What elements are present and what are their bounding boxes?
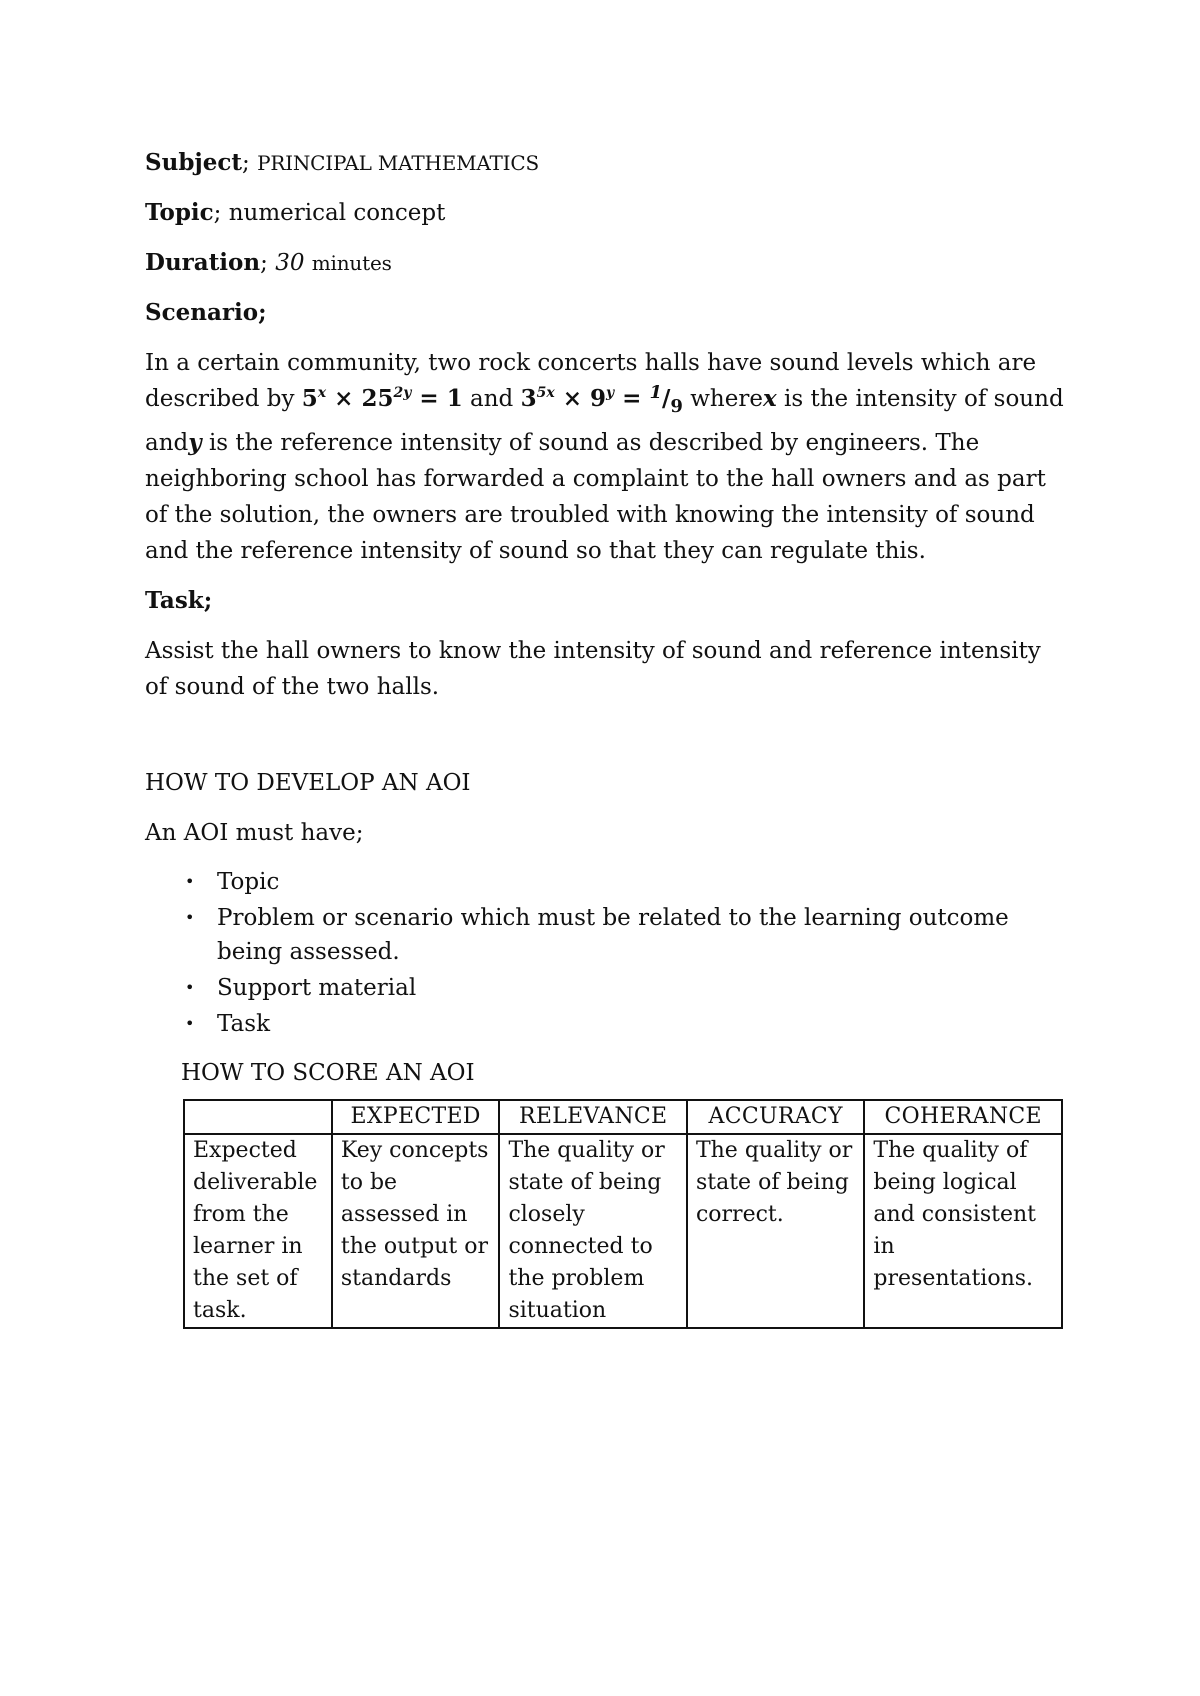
topic-line: Topic; numerical concept xyxy=(145,199,446,226)
document-page xyxy=(145,145,1065,1329)
header-cell-blank xyxy=(184,1100,332,1134)
must-have-line: An AOI must have; xyxy=(145,820,364,846)
list-item: • Task xyxy=(145,1007,1065,1041)
scenario-heading: Scenario; xyxy=(145,299,267,326)
develop-aoi-heading: HOW TO DEVELOP AN AOI xyxy=(145,770,471,796)
table-cell: Expected deliverable from the learner in the set of task. xyxy=(184,1134,332,1328)
equation-1: $5^x \times 25^{2y} = 1$ xyxy=(301,385,463,412)
subject-line: Subject; PRINCIPAL MATHEMATICS xyxy=(145,149,539,176)
scenario-text: In a certain community, two rock concerts halls have sound levels which are described by $5^x \times 25^{2y} = 1$ and $3^{5x} \times 9^y = ^1/_9$ wherex is the intensity of sound andy is the reference intensity of sound as described by engineers. The neighboring school has forwarded a complaint to the hall owners and as part of the solution, the owners are troubled with knowing the intensity of sound and the reference intensity of sound so that they can regulate this. xyxy=(145,350,1064,564)
table-cell: Key concepts to be assessed in the output or standards xyxy=(332,1134,500,1328)
topic-label: Topic xyxy=(145,199,214,226)
list-item: • Topic xyxy=(145,865,1065,899)
bullet-icon: • xyxy=(185,1014,195,1033)
table-row xyxy=(184,1134,1062,1328)
duration-label: Duration xyxy=(145,249,261,276)
table-cell: The quality of being logical and consistent in presentations. xyxy=(864,1134,1062,1328)
header-cell-expected: EXPECTED xyxy=(332,1100,500,1134)
subject-value: PRINCIPAL MATHEMATICS xyxy=(257,151,539,175)
table-header-row xyxy=(184,1100,1062,1134)
header-cell-coherance: COHERANCE xyxy=(864,1100,1062,1134)
score-aoi-heading: HOW TO SCORE AN AOI xyxy=(181,1060,475,1086)
header-cell-relevance: RELEVANCE xyxy=(499,1100,687,1134)
header-cell-accuracy: ACCURACY xyxy=(687,1100,864,1134)
scoring-rubric-table xyxy=(183,1099,1063,1329)
duration-unit: minutes xyxy=(311,251,392,275)
subject-label: Subject xyxy=(145,149,242,176)
table-cell: The quality or state of being correct. xyxy=(687,1134,864,1328)
task-heading: Task; xyxy=(145,587,213,614)
bullet-icon: • xyxy=(185,872,195,891)
topic-value: numerical concept xyxy=(228,200,446,226)
bullet-icon: • xyxy=(185,978,195,997)
duration-line: Duration; 30 minutes xyxy=(145,249,392,276)
duration-number: 30 xyxy=(275,250,305,276)
table-cell: The quality or state of being closely connected to the problem situation xyxy=(499,1134,687,1328)
list-item: • Problem or scenario which must be related to the learning outcome being assessed. xyxy=(145,901,1065,969)
bullet-icon: • xyxy=(185,908,195,927)
task-text: Assist the hall owners to know the intensity of sound and reference intensity of sound of the two halls. xyxy=(145,638,1041,700)
equation-2: $3^{5x} \times 9^y = ^1/_9$ xyxy=(520,382,683,417)
aoi-requirements-list xyxy=(145,865,1065,1041)
list-item: • Support material xyxy=(145,971,1065,1005)
